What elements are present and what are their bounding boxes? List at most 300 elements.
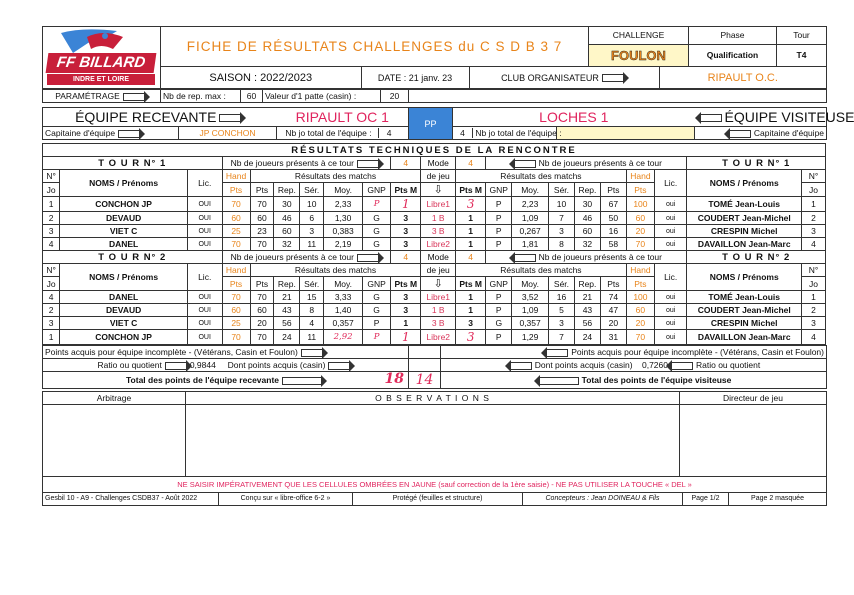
home-licence: OUI [187, 212, 222, 225]
ratio-mid [409, 359, 441, 372]
sheet-title: FICHE DE RÉSULTATS CHALLENGES du C S D B 3 7 [161, 27, 589, 67]
away-player-name[interactable]: CRESPIN Michel [687, 225, 802, 238]
away-player-number[interactable]: 1 [802, 291, 826, 304]
away-present-label: Nb de joueurs présents à ce tour [538, 252, 662, 262]
away-moyenne: 0,267 [512, 225, 549, 238]
col-down-arrow [421, 183, 456, 197]
away-gnp: P [486, 238, 512, 251]
right-arrow-icon [357, 254, 379, 262]
away-player-name[interactable]: COUDERT Jean-Michel [687, 304, 802, 317]
home-captain-label-cell [43, 127, 179, 140]
total-home-label: Total des points de l'équipe recevante [125, 375, 279, 385]
left-arrow-icon [514, 160, 536, 168]
away-present-label-cell [486, 251, 687, 264]
away-match-points: 1 [456, 238, 486, 251]
away-player-name[interactable]: DAVAILLON Jean-Marc [687, 238, 802, 251]
home-gnp: P [363, 330, 391, 345]
table-row [43, 317, 826, 330]
rep-label: Nb de rep. max : [161, 90, 241, 103]
home-serie[interactable]: 8 [300, 304, 324, 317]
rep-value[interactable]: 60 [241, 90, 263, 103]
col-away-rep: Rep. [574, 183, 600, 197]
col-dejeu: de jeu [421, 264, 456, 277]
home-player-name[interactable]: DANEL [60, 238, 188, 251]
away-match-points: 1 [456, 212, 486, 225]
home-serie[interactable]: 6 [300, 212, 324, 225]
col-gnp: GNP [363, 183, 391, 197]
table-row [43, 225, 826, 238]
away-licence: oui [654, 238, 686, 251]
challenge-name[interactable]: FOULON [589, 44, 689, 66]
away-reprises[interactable]: 43 [574, 304, 600, 317]
col-away-gnp: GNP [486, 183, 512, 197]
tour-label: Tour [777, 27, 827, 45]
tour-title-home: T O U R N° 1 [43, 157, 223, 170]
away-present: 4 [456, 157, 486, 170]
away-reprises[interactable]: 32 [574, 238, 600, 251]
home-licence: OUI [187, 330, 222, 345]
home-handicap: 60 [222, 304, 250, 317]
arbitrage-label: Arbitrage [43, 392, 186, 405]
home-nbj-cell [277, 127, 409, 140]
col-rep: Rep. [274, 183, 300, 197]
param-label-cell [43, 90, 161, 103]
col-jo-away: Jo [802, 277, 826, 291]
casin-label-right: Dont points acquis (casin) [534, 360, 633, 370]
away-moyenne: 2,23 [512, 197, 549, 212]
home-player-number[interactable]: 2 [43, 212, 60, 225]
away-player-number[interactable]: 1 [802, 197, 826, 212]
saison: SAISON : 2022/2023 [161, 67, 361, 88]
col-hand: Hand [222, 170, 250, 183]
home-moyenne: 0,357 [324, 317, 363, 330]
away-match-points: 3 [456, 330, 486, 345]
col-n: N° [43, 170, 60, 183]
game-mode: Libre2 [421, 330, 456, 345]
home-captain[interactable]: JP CONCHON [179, 127, 277, 140]
away-licence: oui [654, 197, 686, 212]
home-player-name[interactable]: VIET C [60, 225, 188, 238]
col-away-gnp: GNP [486, 277, 512, 291]
away-player-name[interactable]: COUDERT Jean-Michel [687, 212, 802, 225]
param-spacer [409, 90, 827, 103]
right-arrow-icon [118, 130, 140, 138]
home-reprises[interactable]: 30 [274, 197, 300, 212]
col-ptsm: Pts M [391, 277, 421, 291]
ratio-home: 0,9844 [189, 360, 216, 370]
table-row [43, 197, 826, 212]
away-nbj-cell [453, 127, 562, 140]
game-mode: 1 B [421, 212, 456, 225]
game-mode: Libre1 [421, 291, 456, 304]
home-match-points: 1 [391, 317, 421, 330]
away-player-number[interactable]: 2 [802, 304, 826, 317]
home-serie[interactable]: 10 [300, 197, 324, 212]
col-dejeu: de jeu [421, 170, 456, 183]
observations-label: O B S E R V A T I O N S [186, 392, 680, 405]
home-points[interactable]: 60 [250, 212, 274, 225]
col-away-moy: Moy. [512, 277, 549, 291]
tour-title-away: T O U R N° 1 [687, 157, 826, 170]
away-player-number[interactable]: 3 [802, 225, 826, 238]
away-team-label: ÉQUIPE VISITEUSE [724, 109, 854, 125]
home-moyenne: 2,19 [324, 238, 363, 251]
away-serie[interactable]: 5 [549, 304, 575, 317]
away-match-points: 1 [456, 225, 486, 238]
param-label: PARAMÉTRAGE [55, 91, 120, 101]
home-handicap: 70 [222, 238, 250, 251]
away-reprises[interactable]: 24 [574, 330, 600, 345]
away-points[interactable]: 16 [600, 225, 626, 238]
home-player-number[interactable]: 2 [43, 304, 60, 317]
home-licence: OUI [187, 291, 222, 304]
home-points[interactable]: 20 [250, 317, 274, 330]
away-player-name[interactable]: TOMÉ Jean-Louis [687, 197, 802, 212]
away-reprises[interactable]: 21 [574, 291, 600, 304]
ratio-away: 0,7260 [641, 360, 668, 370]
away-player-number[interactable]: 3 [802, 317, 826, 330]
home-match-points: 3 [391, 225, 421, 238]
left-arrow-icon [514, 254, 536, 262]
directeur-box[interactable] [680, 405, 827, 477]
home-points[interactable]: 70 [250, 197, 274, 212]
home-points[interactable]: 70 [250, 330, 274, 345]
observations-table [42, 391, 827, 492]
away-moyenne: 1,09 [512, 212, 549, 225]
phase-label: Phase [689, 27, 777, 45]
home-present-label-cell [222, 251, 391, 264]
home-gnp: G [363, 212, 391, 225]
game-mode: 3 B [421, 317, 456, 330]
away-present-label: Nb de joueurs présents à ce tour [538, 158, 662, 168]
captain-label: Capitaine d'équipe [45, 128, 116, 138]
col-lic-away: Lic. [654, 264, 686, 291]
home-gnp: G [363, 225, 391, 238]
away-captain[interactable] [557, 127, 695, 140]
away-player-number[interactable]: 4 [802, 330, 826, 345]
home-serie[interactable]: 11 [300, 330, 324, 345]
col-away-ptsm: Pts M [456, 183, 486, 197]
home-player-number[interactable]: 4 [43, 238, 60, 251]
game-mode: 1 B [421, 304, 456, 317]
away-points[interactable]: 67 [600, 197, 626, 212]
away-moyenne: 1,09 [512, 304, 549, 317]
table-row [43, 212, 826, 225]
col-gnp: GNP [363, 277, 391, 291]
home-team-name[interactable]: RIPAULT OC 1 [277, 108, 409, 127]
away-serie[interactable]: 16 [549, 291, 575, 304]
col-noms-away: NOMS / Prénoms [687, 264, 802, 291]
away-licence: oui [654, 291, 686, 304]
home-player-number[interactable]: 3 [43, 317, 60, 330]
away-licence: oui [654, 225, 686, 238]
mode-label: Mode [421, 157, 456, 170]
home-player-name[interactable]: DEVAUD [60, 212, 188, 225]
right-arrow-icon [602, 74, 624, 82]
away-reprises[interactable]: 60 [574, 225, 600, 238]
tour-value[interactable]: T4 [777, 44, 827, 66]
home-handicap: 70 [222, 197, 250, 212]
away-player-name[interactable]: TOMÉ Jean-Louis [687, 291, 802, 304]
home-player-number[interactable]: 1 [43, 197, 60, 212]
away-handicap: 100 [626, 197, 654, 212]
away-reprises[interactable]: 46 [574, 212, 600, 225]
away-moyenne: 1,29 [512, 330, 549, 345]
left-arrow-icon [546, 349, 568, 357]
home-gnp: G [363, 291, 391, 304]
home-player-number[interactable]: 1 [43, 330, 60, 345]
left-arrow-icon [729, 130, 751, 138]
away-gnp: P [486, 330, 512, 345]
home-moyenne: 0,383 [324, 225, 363, 238]
col-away-pts: Pts [600, 183, 626, 197]
patte-value[interactable]: 20 [381, 90, 409, 103]
away-points[interactable]: 47 [600, 304, 626, 317]
away-handicap: 70 [626, 330, 654, 345]
away-player-number[interactable]: 2 [802, 212, 826, 225]
home-licence: OUI [187, 238, 222, 251]
home-gnp: G [363, 238, 391, 251]
home-serie[interactable]: 11 [300, 238, 324, 251]
home-gnp: P [363, 197, 391, 212]
home-nbj[interactable]: 4 [378, 128, 400, 138]
left-arrow-icon [700, 114, 722, 122]
col-moy: Moy. [324, 277, 363, 291]
away-handicap: 20 [626, 225, 654, 238]
home-player-name[interactable]: CONCHON JP [60, 330, 188, 345]
home-team-label-cell [43, 108, 277, 127]
col-noms-away: NOMS / Prénoms [687, 170, 802, 197]
home-handicap: 70 [222, 330, 250, 345]
home-present-label-cell [222, 157, 391, 170]
footer-table [42, 492, 827, 506]
away-gnp: G [486, 317, 512, 330]
col-pts: Pts [250, 277, 274, 291]
right-arrow-icon [282, 377, 322, 385]
away-points[interactable]: 58 [600, 238, 626, 251]
header-table [42, 26, 827, 89]
col-jo-away: Jo [802, 183, 826, 197]
home-reprises[interactable]: 60 [274, 225, 300, 238]
col-resultats: Résultats des matchs [250, 264, 421, 277]
col-resultats-away: Résultats des matchs [456, 264, 627, 277]
date-value[interactable]: 21 janv. 23 [408, 72, 453, 83]
game-mode: 3 B [421, 225, 456, 238]
table-row [43, 238, 826, 251]
home-match-points: 1 [391, 197, 421, 212]
home-serie[interactable]: 3 [300, 225, 324, 238]
left-arrow-icon [671, 362, 693, 370]
col-pts: Pts [250, 183, 274, 197]
col-jo: Jo [43, 183, 60, 197]
away-handicap: 70 [626, 238, 654, 251]
captain-label-right: Capitaine d'équipe [753, 128, 825, 138]
away-moyenne: 0,357 [512, 317, 549, 330]
ffb-logo [43, 27, 159, 89]
home-reprises[interactable]: 43 [274, 304, 300, 317]
away-nbj[interactable]: 4 [453, 128, 473, 138]
away-player-name[interactable]: CRESPIN Michel [687, 317, 802, 330]
away-licence: oui [654, 330, 686, 345]
away-player-name[interactable]: DAVAILLON Jean-Marc [687, 330, 802, 345]
home-handicap: 70 [222, 291, 250, 304]
tour-title-row [43, 251, 826, 264]
col-noms: NOMS / Prénoms [60, 264, 188, 291]
results-table [42, 143, 826, 345]
col-lic-away: Lic. [654, 170, 686, 197]
total-away-cell [441, 372, 827, 389]
section-title: RÉSULTATS TECHNIQUES DE LA RENCONTRE [43, 144, 826, 157]
club-value[interactable]: RIPAULT O.C. [707, 71, 778, 84]
home-points[interactable]: 60 [250, 304, 274, 317]
away-serie[interactable]: 3 [549, 317, 575, 330]
away-points[interactable]: 74 [600, 291, 626, 304]
home-reprises[interactable]: 32 [274, 238, 300, 251]
away-gnp: P [486, 225, 512, 238]
away-points[interactable]: 31 [600, 330, 626, 345]
home-player-name[interactable]: VIET C [60, 317, 188, 330]
away-handicap: 20 [626, 317, 654, 330]
home-points[interactable]: 70 [250, 238, 274, 251]
footer-protege: Protégé (feuilles et structure) [353, 492, 523, 505]
home-match-points: 3 [391, 238, 421, 251]
home-player-number[interactable]: 4 [43, 291, 60, 304]
home-match-points: 3 [391, 212, 421, 225]
total-away: 14 [409, 372, 441, 389]
right-arrow-icon [328, 362, 350, 370]
away-player-number[interactable]: 4 [802, 238, 826, 251]
away-points[interactable]: 50 [600, 212, 626, 225]
col-hand-away: Hand [626, 264, 654, 277]
home-reprises[interactable]: 24 [274, 330, 300, 345]
footer-page: Page 1/2 [683, 492, 729, 505]
ratio-label-right: Ratio ou quotient [695, 360, 761, 370]
away-serie[interactable]: 7 [549, 212, 575, 225]
phase-value[interactable]: Qualification [689, 44, 777, 66]
away-moyenne: 1,81 [512, 238, 549, 251]
col-resultats-away: Résultats des matchs [456, 170, 627, 183]
ratio-home-cell [43, 359, 409, 372]
col-away-pts: Pts [600, 277, 626, 291]
home-team-label: ÉQUIPE RECEVANTE [75, 109, 217, 125]
home-player-name[interactable]: DEVAUD [60, 304, 188, 317]
col-hand-pts-away: Pts [626, 183, 654, 197]
away-serie[interactable]: 8 [549, 238, 575, 251]
logo-subtitle: INDRE ET LOIRE [47, 74, 155, 85]
total-home-cell [43, 372, 409, 389]
home-handicap: 25 [222, 317, 250, 330]
away-gnp: P [486, 197, 512, 212]
home-player-name[interactable]: DANEL [60, 291, 188, 304]
home-reprises[interactable]: 21 [274, 291, 300, 304]
casin-label: Dont points acquis (casin) [227, 360, 326, 370]
col-away-moy: Moy. [512, 183, 549, 197]
home-reprises[interactable]: 56 [274, 317, 300, 330]
right-arrow-icon [123, 93, 145, 101]
results-sheet [42, 26, 854, 568]
away-present-label-cell [486, 157, 687, 170]
home-points[interactable]: 23 [250, 225, 274, 238]
away-present: 4 [456, 251, 486, 264]
away-reprises[interactable]: 30 [574, 197, 600, 212]
col-away-ser: Sér. [549, 183, 575, 197]
table-row [43, 330, 826, 345]
home-player-name[interactable]: CONCHON JP [60, 197, 188, 212]
tour-title-away: T O U R N° 2 [687, 251, 826, 264]
tour-title-row [43, 157, 826, 170]
col-noms: NOMS / Prénoms [60, 170, 188, 197]
away-serie[interactable]: 7 [549, 330, 575, 345]
col-n-away: N° [802, 170, 826, 183]
home-serie[interactable]: 4 [300, 317, 324, 330]
col-away-ptsm: Pts M [456, 277, 486, 291]
away-moyenne: 3,52 [512, 291, 549, 304]
param-table [42, 89, 827, 103]
away-serie[interactable]: 10 [549, 197, 575, 212]
away-reprises[interactable]: 56 [574, 317, 600, 330]
ratio-away-cell [441, 359, 827, 372]
col-moy: Moy. [324, 183, 363, 197]
col-away-ser: Sér. [549, 277, 575, 291]
down-arrow-icon: ⇩ [433, 184, 443, 196]
away-team-name[interactable]: LOCHES 1 [453, 108, 695, 127]
down-arrow-icon: ⇩ [433, 278, 443, 290]
left-arrow-icon [510, 362, 532, 370]
incomplete-home-label: Points acquis pour équipe incomplète - (Vétérans, Casin et Foulon) [45, 347, 298, 357]
home-points[interactable]: 70 [250, 291, 274, 304]
right-arrow-icon [357, 160, 379, 168]
table-row [43, 304, 826, 317]
home-present: 4 [391, 251, 421, 264]
home-reprises[interactable]: 46 [274, 212, 300, 225]
col-n: N° [43, 264, 60, 277]
incomplete-home-cell [43, 346, 409, 359]
home-moyenne: 2,92 [324, 330, 363, 345]
col-header-row [43, 170, 826, 183]
away-serie[interactable]: 3 [549, 225, 575, 238]
away-points[interactable]: 20 [600, 317, 626, 330]
pp-badge: PP [409, 108, 453, 140]
teams-table [42, 107, 854, 140]
away-match-points: 1 [456, 304, 486, 317]
home-serie[interactable]: 15 [300, 291, 324, 304]
home-gnp: P [363, 317, 391, 330]
home-player-number[interactable]: 3 [43, 225, 60, 238]
home-match-points: 1 [391, 330, 421, 345]
away-licence: oui [654, 317, 686, 330]
observations-box[interactable] [186, 405, 680, 477]
game-mode: Libre2 [421, 238, 456, 251]
incomplete-mid [409, 346, 441, 359]
footer-gesbil: Gesbil 10 - A9 - Challenges CSDB37 - Août 2022 [43, 492, 219, 505]
club-label-cell [469, 67, 659, 88]
home-licence: OUI [187, 225, 222, 238]
home-licence: OUI [187, 317, 222, 330]
arbitrage-box[interactable] [43, 405, 186, 477]
mode-label: Mode [421, 251, 456, 264]
footer-concepteurs: Concepteurs : Jean DOINEAU & Fils [523, 492, 683, 505]
incomplete-away-cell [441, 346, 827, 359]
home-present-label: Nb de joueurs présents à ce tour [230, 158, 354, 168]
totals-table [42, 345, 827, 389]
home-gnp: G [363, 304, 391, 317]
col-jo: Jo [43, 277, 60, 291]
away-licence: oui [654, 304, 686, 317]
col-hand-pts-away: Pts [626, 277, 654, 291]
logo-cell [43, 27, 161, 89]
col-lic: Lic. [187, 264, 222, 291]
col-ser: Sér. [300, 277, 324, 291]
